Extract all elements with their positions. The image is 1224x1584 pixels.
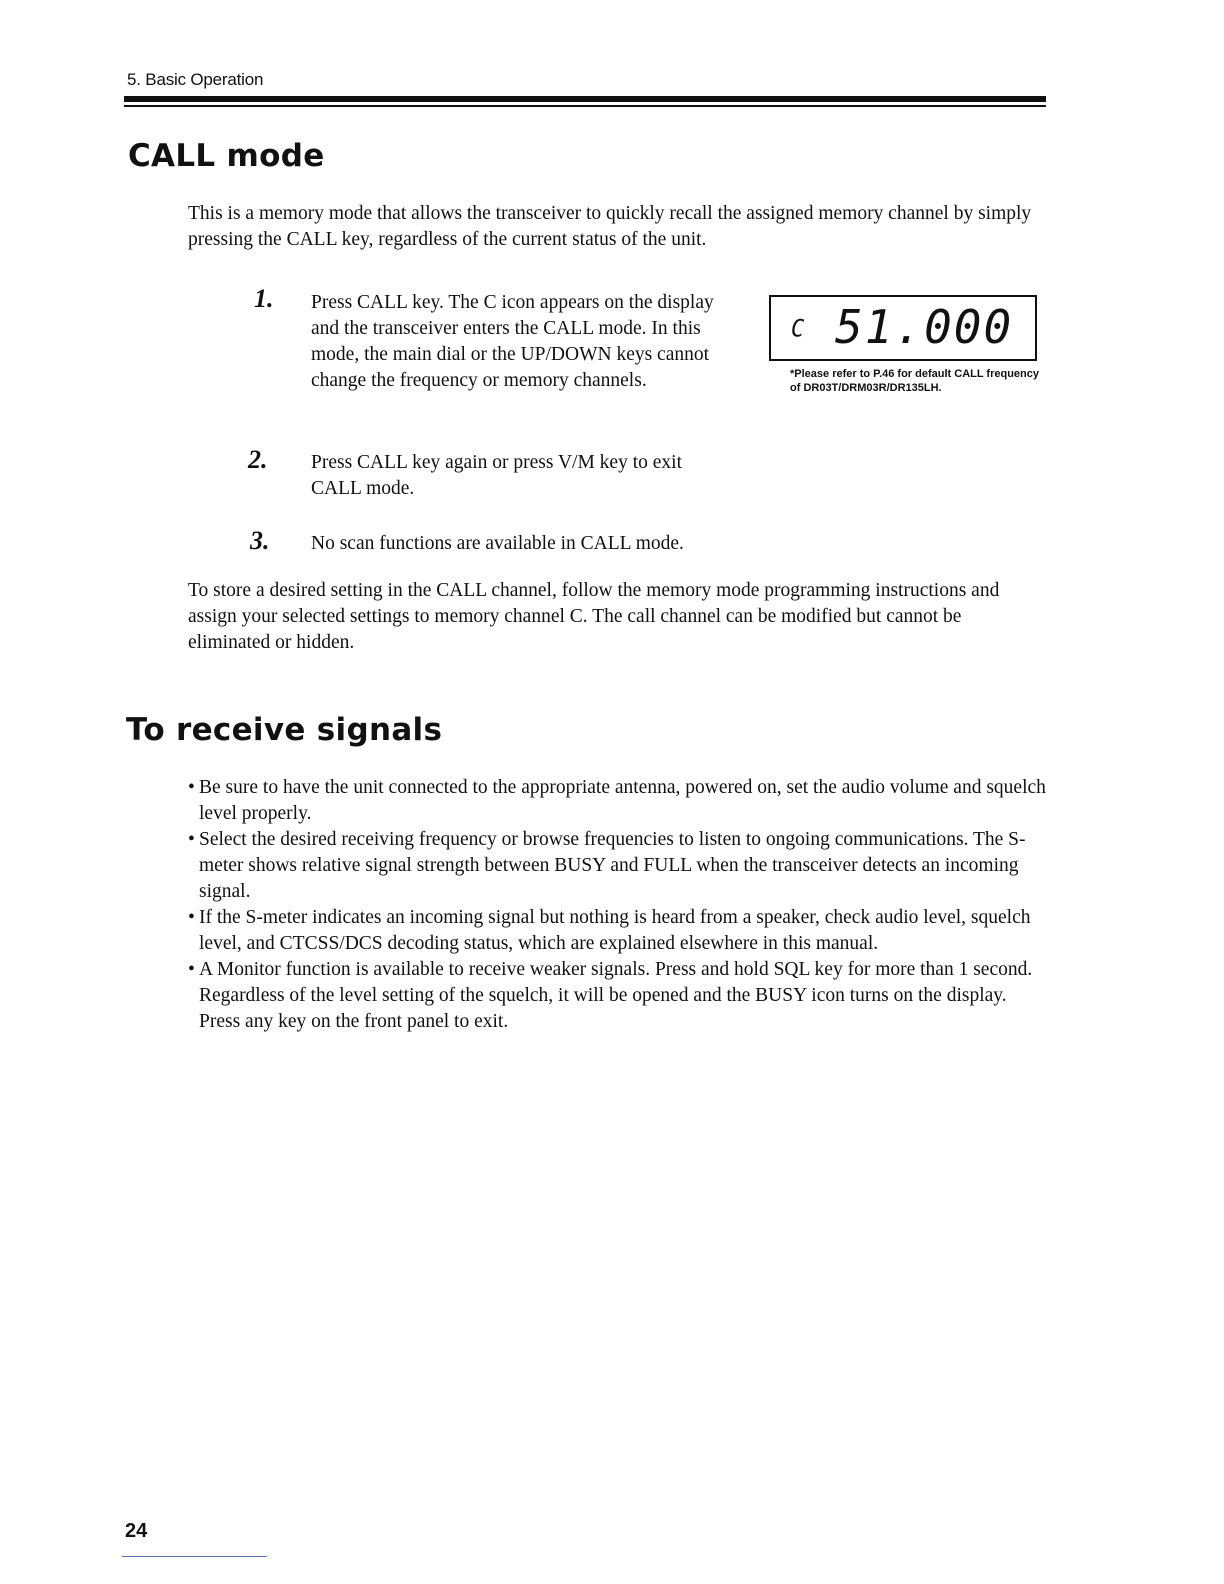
step-2-text: Press CALL key again or press V/M key to exit CALL mode. (311, 452, 682, 499)
step-3-number: 3. (250, 526, 270, 555)
bullet-dot: • (188, 777, 195, 798)
step-2-number: 2. (248, 445, 268, 474)
list-item (188, 827, 1048, 905)
list-item (188, 775, 1048, 827)
header-rule-thin (124, 105, 1046, 107)
list-item (188, 905, 1048, 957)
step-3-text: No scan functions are available in CALL mode. (311, 533, 684, 554)
list-item-text: A Monitor function is available to receive weaker signals. Press and hold SQL key for more than 1 second. Regardless of the level setting of the squelch, it will be opened and the BUSY icon turns on the display. Press any key on the front panel to exit. (199, 959, 1033, 1032)
lcd-note: *Please refer to P.46 for default CALL frequency of DR03T/DRM03R/DR135LH. (790, 368, 1040, 394)
list-item-text: Be sure to have the unit connected to the appropriate antenna, powered on, set the audio volume and squelch level properly. (199, 777, 1046, 824)
call-store-text: To store a desired setting in the CALL channel, follow the memory mode programming instructions and assign your selected settings to memory channel C. The call channel can be modified but cannot be eliminated or hidden. (188, 580, 1000, 653)
section-label: 5. Basic Operation (127, 70, 264, 89)
bullet-dot: • (188, 907, 195, 928)
list-item (188, 957, 1048, 1035)
list-item-text: If the S-meter indicates an incoming signal but nothing is heard from a speaker, check audio level, squelch level, and CTCSS/DCS decoding status, which are explained elsewhere in this manual. (199, 907, 1031, 954)
receive-signals-heading: To receive signals (126, 712, 443, 748)
receive-bullet-list (188, 775, 1048, 1035)
list-item-text: Select the desired receiving frequency or browse frequencies to listen to ongoing communications. The S-meter shows relative signal strength between BUSY and FULL when the transceiver detects an incoming signal. (199, 829, 1026, 902)
page-number: 24 (125, 1520, 148, 1542)
bullet-dot: • (188, 959, 195, 980)
bullet-dot: • (188, 829, 195, 850)
call-mode-intro: This is a memory mode that allows the transceiver to quickly recall the assigned memory channel by simply pressing the CALL key, regardless of the current status of the unit. (188, 203, 1032, 250)
footer-rule (122, 1556, 267, 1557)
lcd-call-icon: C (791, 315, 805, 344)
step-1-text: Press CALL key. The C icon appears on the display and the transceiver enters the CALL mode. In this mode, the main dial or the UP/DOWN keys cannot change the frequency or memory channels. (311, 292, 714, 391)
lcd-display (769, 295, 1037, 361)
header-rule-thick (124, 96, 1046, 102)
call-mode-heading: CALL mode (128, 138, 325, 174)
step-1-number: 1. (254, 284, 274, 313)
lcd-frequency: 51.000 (835, 300, 1014, 354)
